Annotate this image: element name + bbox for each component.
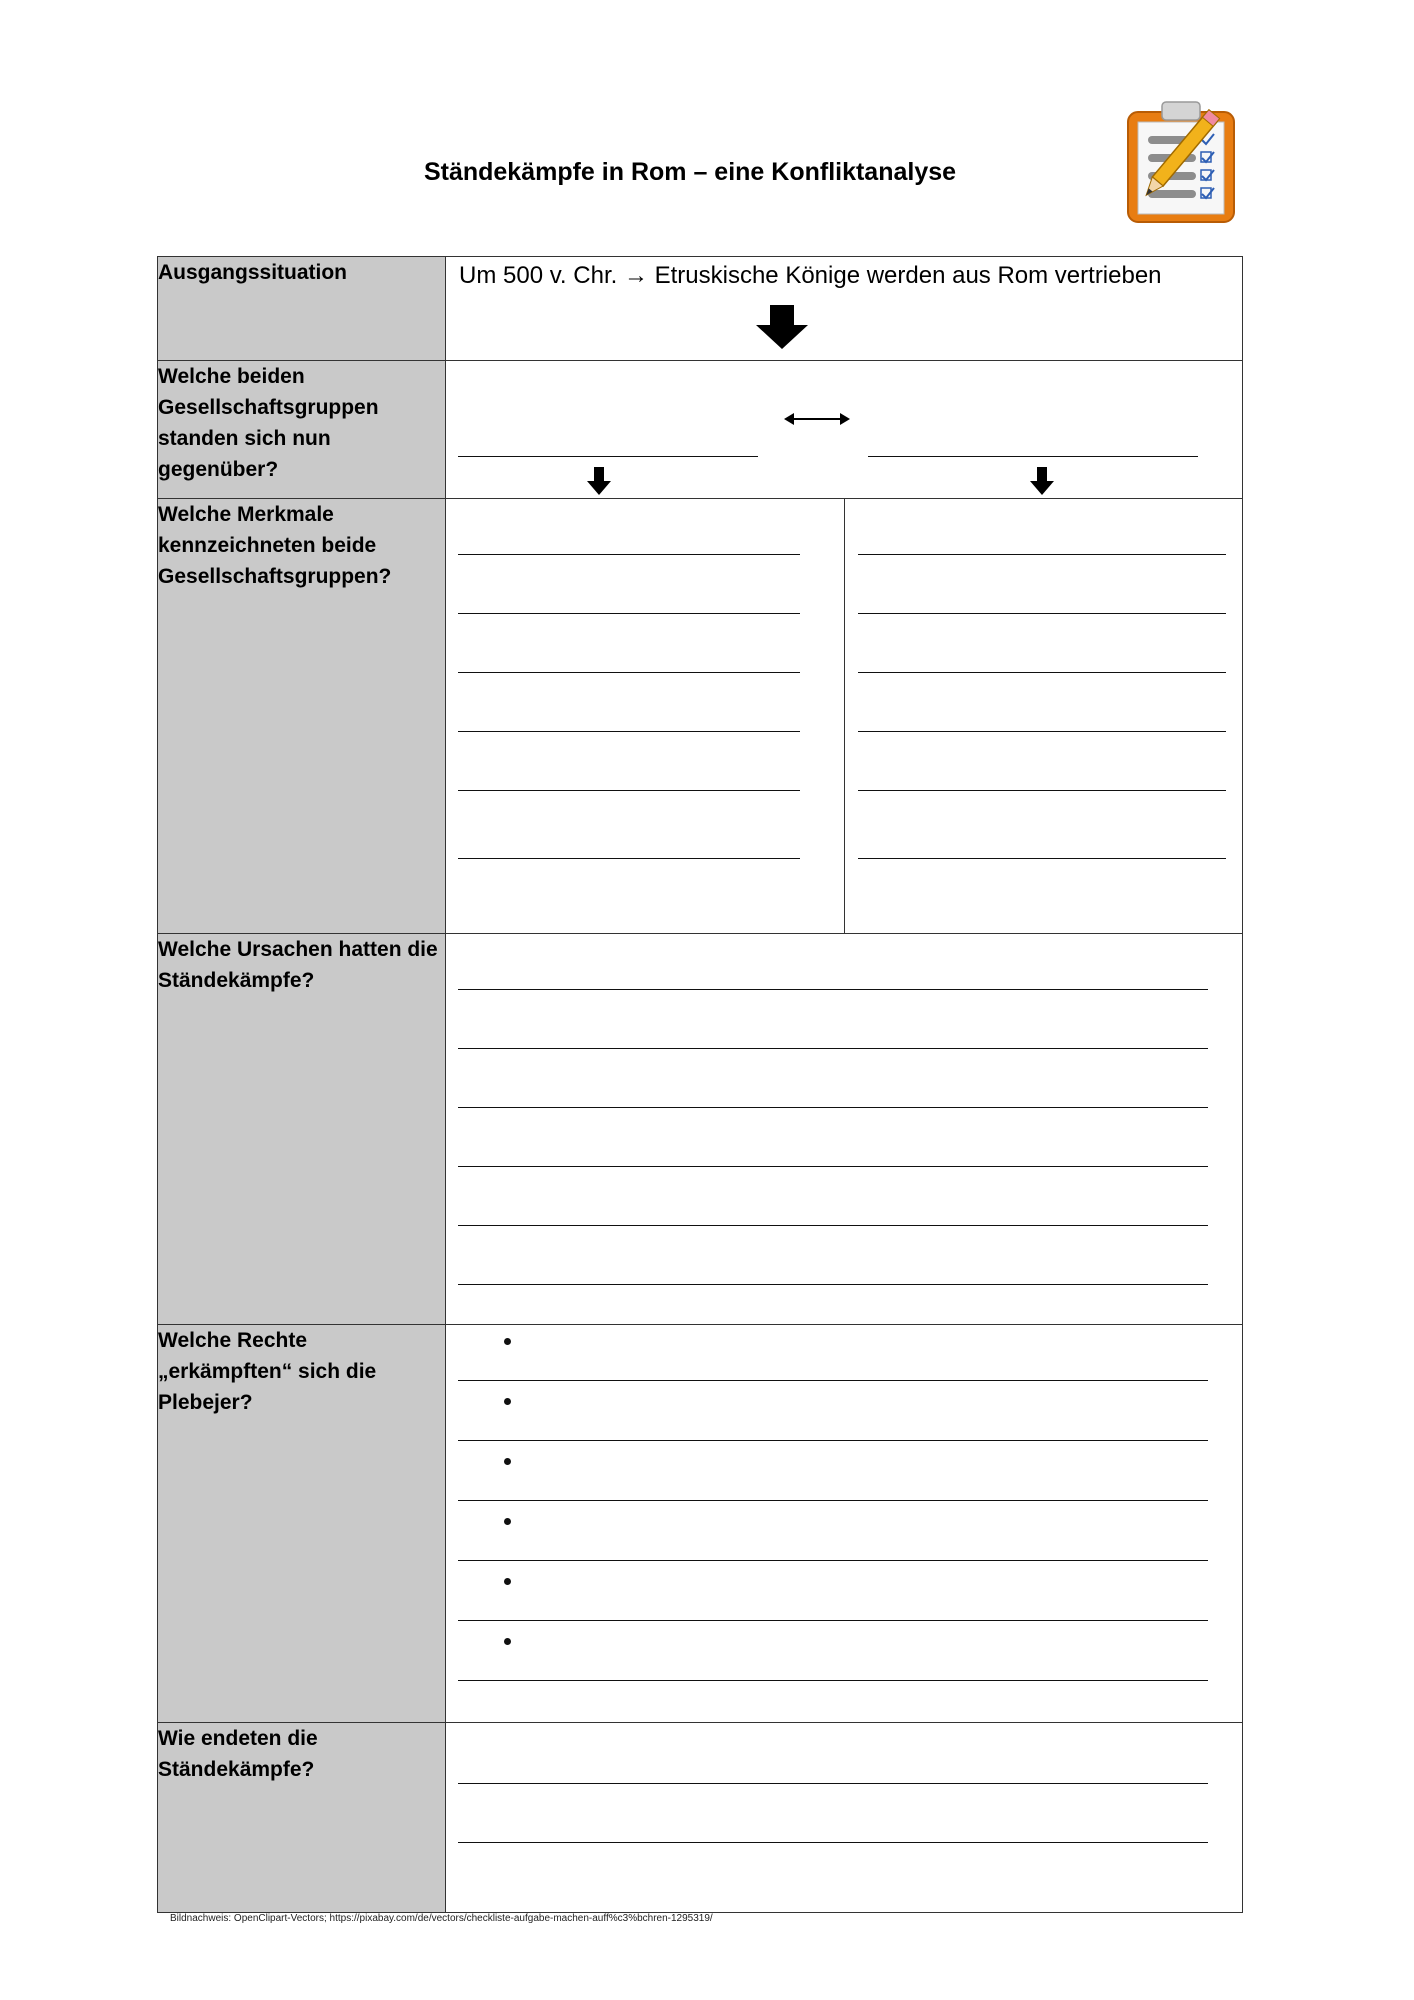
answer-line[interactable]: [458, 1107, 1208, 1108]
answer-line[interactable]: [458, 1620, 1208, 1621]
answer-line[interactable]: [858, 731, 1226, 732]
answer-cell: [446, 1723, 1243, 1913]
bullet-icon: [504, 1638, 511, 1645]
situation-text: Um 500 v. Chr. → Etruskische Könige werden aus Rom vertrieben: [459, 262, 1162, 289]
answer-line[interactable]: [458, 554, 800, 555]
worksheet-table: [157, 256, 1243, 1913]
answer-cell: [446, 257, 1243, 361]
bullet-icon: [504, 1458, 511, 1465]
down-arrow-icon: [1030, 467, 1054, 497]
down-arrow-icon: [587, 467, 611, 497]
answer-line[interactable]: [458, 1842, 1208, 1843]
answer-line[interactable]: [458, 1166, 1208, 1167]
table-row: [158, 499, 1243, 934]
answer-line[interactable]: [458, 790, 800, 791]
page-title: Ständekämpfe in Rom – eine Konfliktanalyse: [423, 158, 957, 186]
answer-line[interactable]: [458, 1048, 1208, 1049]
answer-line[interactable]: [458, 1225, 1208, 1226]
answer-cell: [446, 934, 1243, 1325]
table-row: [158, 1325, 1243, 1723]
answer-line[interactable]: [458, 731, 800, 732]
question-cell: Welche Merkmale kennzeichneten beide Gesellschaftsgruppen?: [158, 499, 446, 934]
answer-line[interactable]: [458, 1440, 1208, 1441]
answer-line[interactable]: [868, 456, 1198, 457]
answer-line[interactable]: [858, 790, 1226, 791]
answer-line[interactable]: [458, 1284, 1208, 1285]
table-row: [158, 934, 1243, 1325]
question-cell: Welche Ursachen hatten die Ständekämpfe?: [158, 934, 446, 1325]
answer-line[interactable]: [458, 613, 800, 614]
answer-line[interactable]: [458, 672, 800, 673]
bullet-icon: [504, 1398, 511, 1405]
table-row: [158, 257, 1243, 361]
bullet-icon: [504, 1578, 511, 1585]
answer-cell: [446, 1325, 1243, 1723]
answer-line[interactable]: [458, 1560, 1208, 1561]
double-arrow-icon: [784, 411, 850, 427]
answer-cell-left: [446, 499, 845, 934]
table-row: [158, 1723, 1243, 1913]
answer-cell-right: [844, 499, 1243, 934]
answer-line[interactable]: [458, 1500, 1208, 1501]
question-cell: Welche Rechte „erkämpften“ sich die Plebejer?: [158, 1325, 446, 1723]
bullet-icon: [504, 1518, 511, 1525]
answer-line[interactable]: [858, 613, 1226, 614]
answer-line[interactable]: [858, 858, 1226, 859]
answer-line[interactable]: [458, 456, 758, 457]
question-cell: Ausgangssituation: [158, 257, 446, 361]
answer-line[interactable]: [858, 672, 1226, 673]
answer-line[interactable]: [458, 989, 1208, 990]
clipboard-checklist-icon: [1118, 100, 1244, 226]
bullet-icon: [504, 1338, 511, 1345]
question-cell: Welche beiden Gesellschaftsgruppen standen sich nun gegenüber?: [158, 361, 446, 499]
answer-line[interactable]: [858, 554, 1226, 555]
answer-line[interactable]: [458, 1380, 1208, 1381]
answer-line[interactable]: [458, 1783, 1208, 1784]
answer-line[interactable]: [458, 858, 800, 859]
question-cell: Wie endeten die Ständekämpfe?: [158, 1723, 446, 1913]
down-arrow-icon: [754, 305, 810, 351]
answer-line[interactable]: [458, 1680, 1208, 1681]
answer-cell: [446, 361, 1243, 499]
table-row: [158, 361, 1243, 499]
image-credit: Bildnachweis: OpenClipart-Vectors; https://pixabay.com/de/vectors/checkliste-aufgabe-machen-auff%c3%bchren-1295319/: [170, 1913, 713, 1924]
